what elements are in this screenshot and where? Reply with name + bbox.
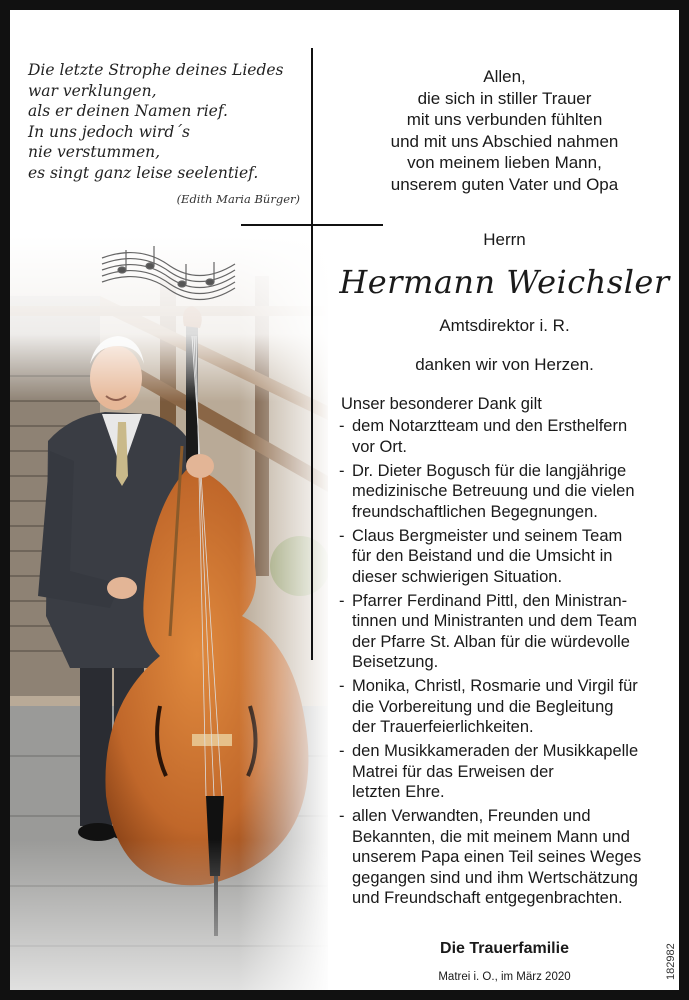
list-item-line: die Vorbereitung und die Begleitung [352,697,614,716]
list-item-line: und Freundschaft entgegenbrachten. [352,889,623,907]
list-item-line: - den Musikkameraden der Musikkapelle [352,742,639,760]
intro-line: von meinem lieben Mann, [407,153,602,172]
deceased-title: Amtsdirektor i. R. [439,316,570,335]
ad-code: 182982 [665,943,677,980]
poem-line: es singt ganz leise seelentief. [28,163,259,182]
intro-line: und mit uns Abschied nahmen [390,131,619,151]
photo-man-with-double-bass [10,236,328,990]
intro-line: Allen, [483,67,526,86]
salutation: Herrn [483,230,526,249]
deceased-name: Hermann Weichsler [339,263,670,301]
list-item-line: für den Beistand und die Umsicht in [352,547,613,565]
list-item-line: der Trauerfeierlichkeiten. [352,718,534,736]
list-item [339,591,674,673]
list-item-line: - Claus Bergmeister und seinem Team [352,526,623,545]
intro-text [330,66,679,195]
list-item-line: - Monika, Christl, Rosmarie und Virgil für [352,677,638,695]
list-item-line: Matrei für das Erweisen der [352,762,554,781]
intro-line: unserem guten Vater und Opa [390,174,619,194]
signature: Die Trauerfamilie [440,940,569,957]
list-item-line: tinnen und Ministranten und dem Team [352,612,637,630]
poem-line: nie verstummen, [28,143,161,161]
poem-line: In uns jedoch wird´s [28,122,190,141]
list-item-line: - Dr. Dieter Bogusch für die langjährige [352,461,627,480]
list-item-line: - dem Notarztteam und den Ersthelfern [352,417,628,435]
place-date: Matrei i. O., im März 2020 [438,971,571,983]
cross-vertical [311,48,313,660]
list-item-line: dieser schwierigen Situation. [352,567,563,586]
poem [28,60,313,183]
list-item-line: Beisetzung. [352,653,439,671]
list-item-line: letzten Ehre. [352,783,445,801]
list-item [339,461,674,523]
special-thanks-list [339,416,674,912]
list-item [339,416,674,457]
list-item [339,676,674,738]
list-item-line: unserem Papa einen Teil seines Weges [352,848,642,866]
list-item-line: medizinische Betreuung und die vielen [352,482,635,500]
intro-line: die sich in stiller Trauer [417,88,592,108]
list-item [339,806,674,909]
list-item-line: vor Ort. [352,437,408,456]
intro-line: mit uns verbunden fühlten [406,110,603,129]
list-item-line: - allen Verwandten, Freunden und [352,807,591,825]
list-item [339,526,674,588]
special-thanks-heading: Unser besonderer Dank gilt [341,395,542,413]
poem-line: Die letzte Strophe deines Liedes [28,61,284,79]
list-item-line: - Pfarrer Ferdinand Pittl, den Ministran- [352,591,628,610]
poem-line: war verklungen, [28,81,157,100]
poem-line: als er deinen Namen rief. [28,102,228,120]
cross-horizontal [241,224,383,226]
list-item-line: gegangen sind und ihm Wertschätzung [352,868,638,887]
list-item-line: Bekannten, die mit meinem Mann und [352,827,630,846]
poem-author: (Edith Maria Bürger) [176,192,300,206]
list-item-line: freundschaftlichen Begegnungen. [352,502,598,521]
list-item [339,741,674,803]
list-item-line: der Pfarre St. Alban für die würdevolle [352,632,630,651]
thanks-line: danken wir von Herzen. [415,355,594,374]
